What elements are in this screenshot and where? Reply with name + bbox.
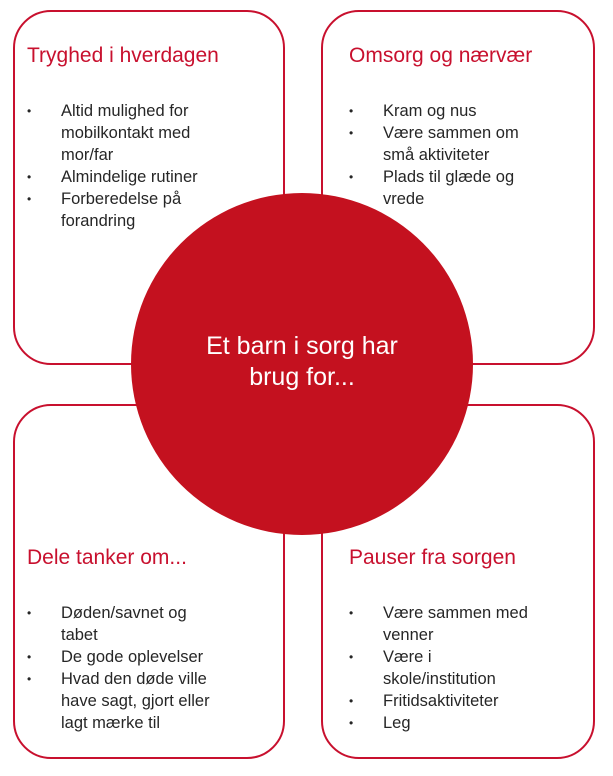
list-item-text: Fritidsaktiviteter [383, 692, 499, 710]
center-label: Et barn i sorg har brug for... [206, 332, 398, 391]
list-item [27, 668, 227, 734]
list-item-text: Kram og nus [383, 102, 477, 120]
bullet-icon: • [349, 170, 354, 184]
bullet-icon: • [349, 650, 354, 664]
bullet-icon: • [27, 672, 32, 686]
list-item [27, 602, 227, 646]
list-item-text: Leg [383, 714, 411, 732]
list-item-text: Almindelige rutiner [61, 168, 198, 186]
card-title-tryghed: Tryghed i hverdagen [27, 44, 219, 67]
card-title-pauser: Pauser fra sorgen [349, 546, 516, 569]
list-item-text: Være sammen om små aktiviteter [383, 124, 519, 164]
bullet-list-omsorg [349, 100, 545, 210]
bullet-list-tryghed [27, 100, 233, 232]
bullet-icon: • [349, 606, 354, 620]
list-item [27, 166, 233, 188]
bullet-list-dele-tanker [27, 602, 227, 734]
bullet-icon: • [27, 606, 32, 620]
list-item [27, 646, 227, 668]
list-item-text: De gode oplevelser [61, 648, 204, 666]
list-item [349, 690, 545, 712]
bullet-list-pauser [349, 602, 545, 734]
bullet-icon: • [27, 104, 32, 118]
list-item [27, 100, 233, 166]
list-item-text: Hvad den døde ville have sagt, gjort eller lagt mærke til [61, 670, 210, 732]
bullet-icon: • [27, 170, 32, 184]
list-item [349, 602, 545, 646]
list-item [349, 166, 545, 210]
list-item [349, 646, 545, 690]
center-circle [131, 193, 473, 535]
list-item [349, 712, 545, 734]
bullet-icon: • [349, 104, 354, 118]
card-title-dele-tanker: Dele tanker om... [27, 546, 187, 569]
list-item [349, 100, 545, 122]
list-item-text: Altid mulighed for mobilkontakt med mor/far [61, 102, 191, 164]
bullet-icon: • [349, 716, 354, 730]
bullet-icon: • [27, 192, 32, 206]
bullet-icon: • [27, 650, 32, 664]
card-title-omsorg: Omsorg og nærvær [349, 44, 533, 67]
list-item-text: Forberedelse på forandring [61, 190, 182, 230]
bullet-icon: • [349, 126, 354, 140]
list-item [349, 122, 545, 166]
list-item-text: Døden/savnet og tabet [61, 604, 187, 644]
list-item-text: Plads til glæde og vrede [383, 168, 515, 208]
list-item-text: Være sammen med venner [383, 604, 528, 644]
bullet-icon: • [349, 694, 354, 708]
list-item-text: Være i skole/institution [383, 648, 496, 688]
